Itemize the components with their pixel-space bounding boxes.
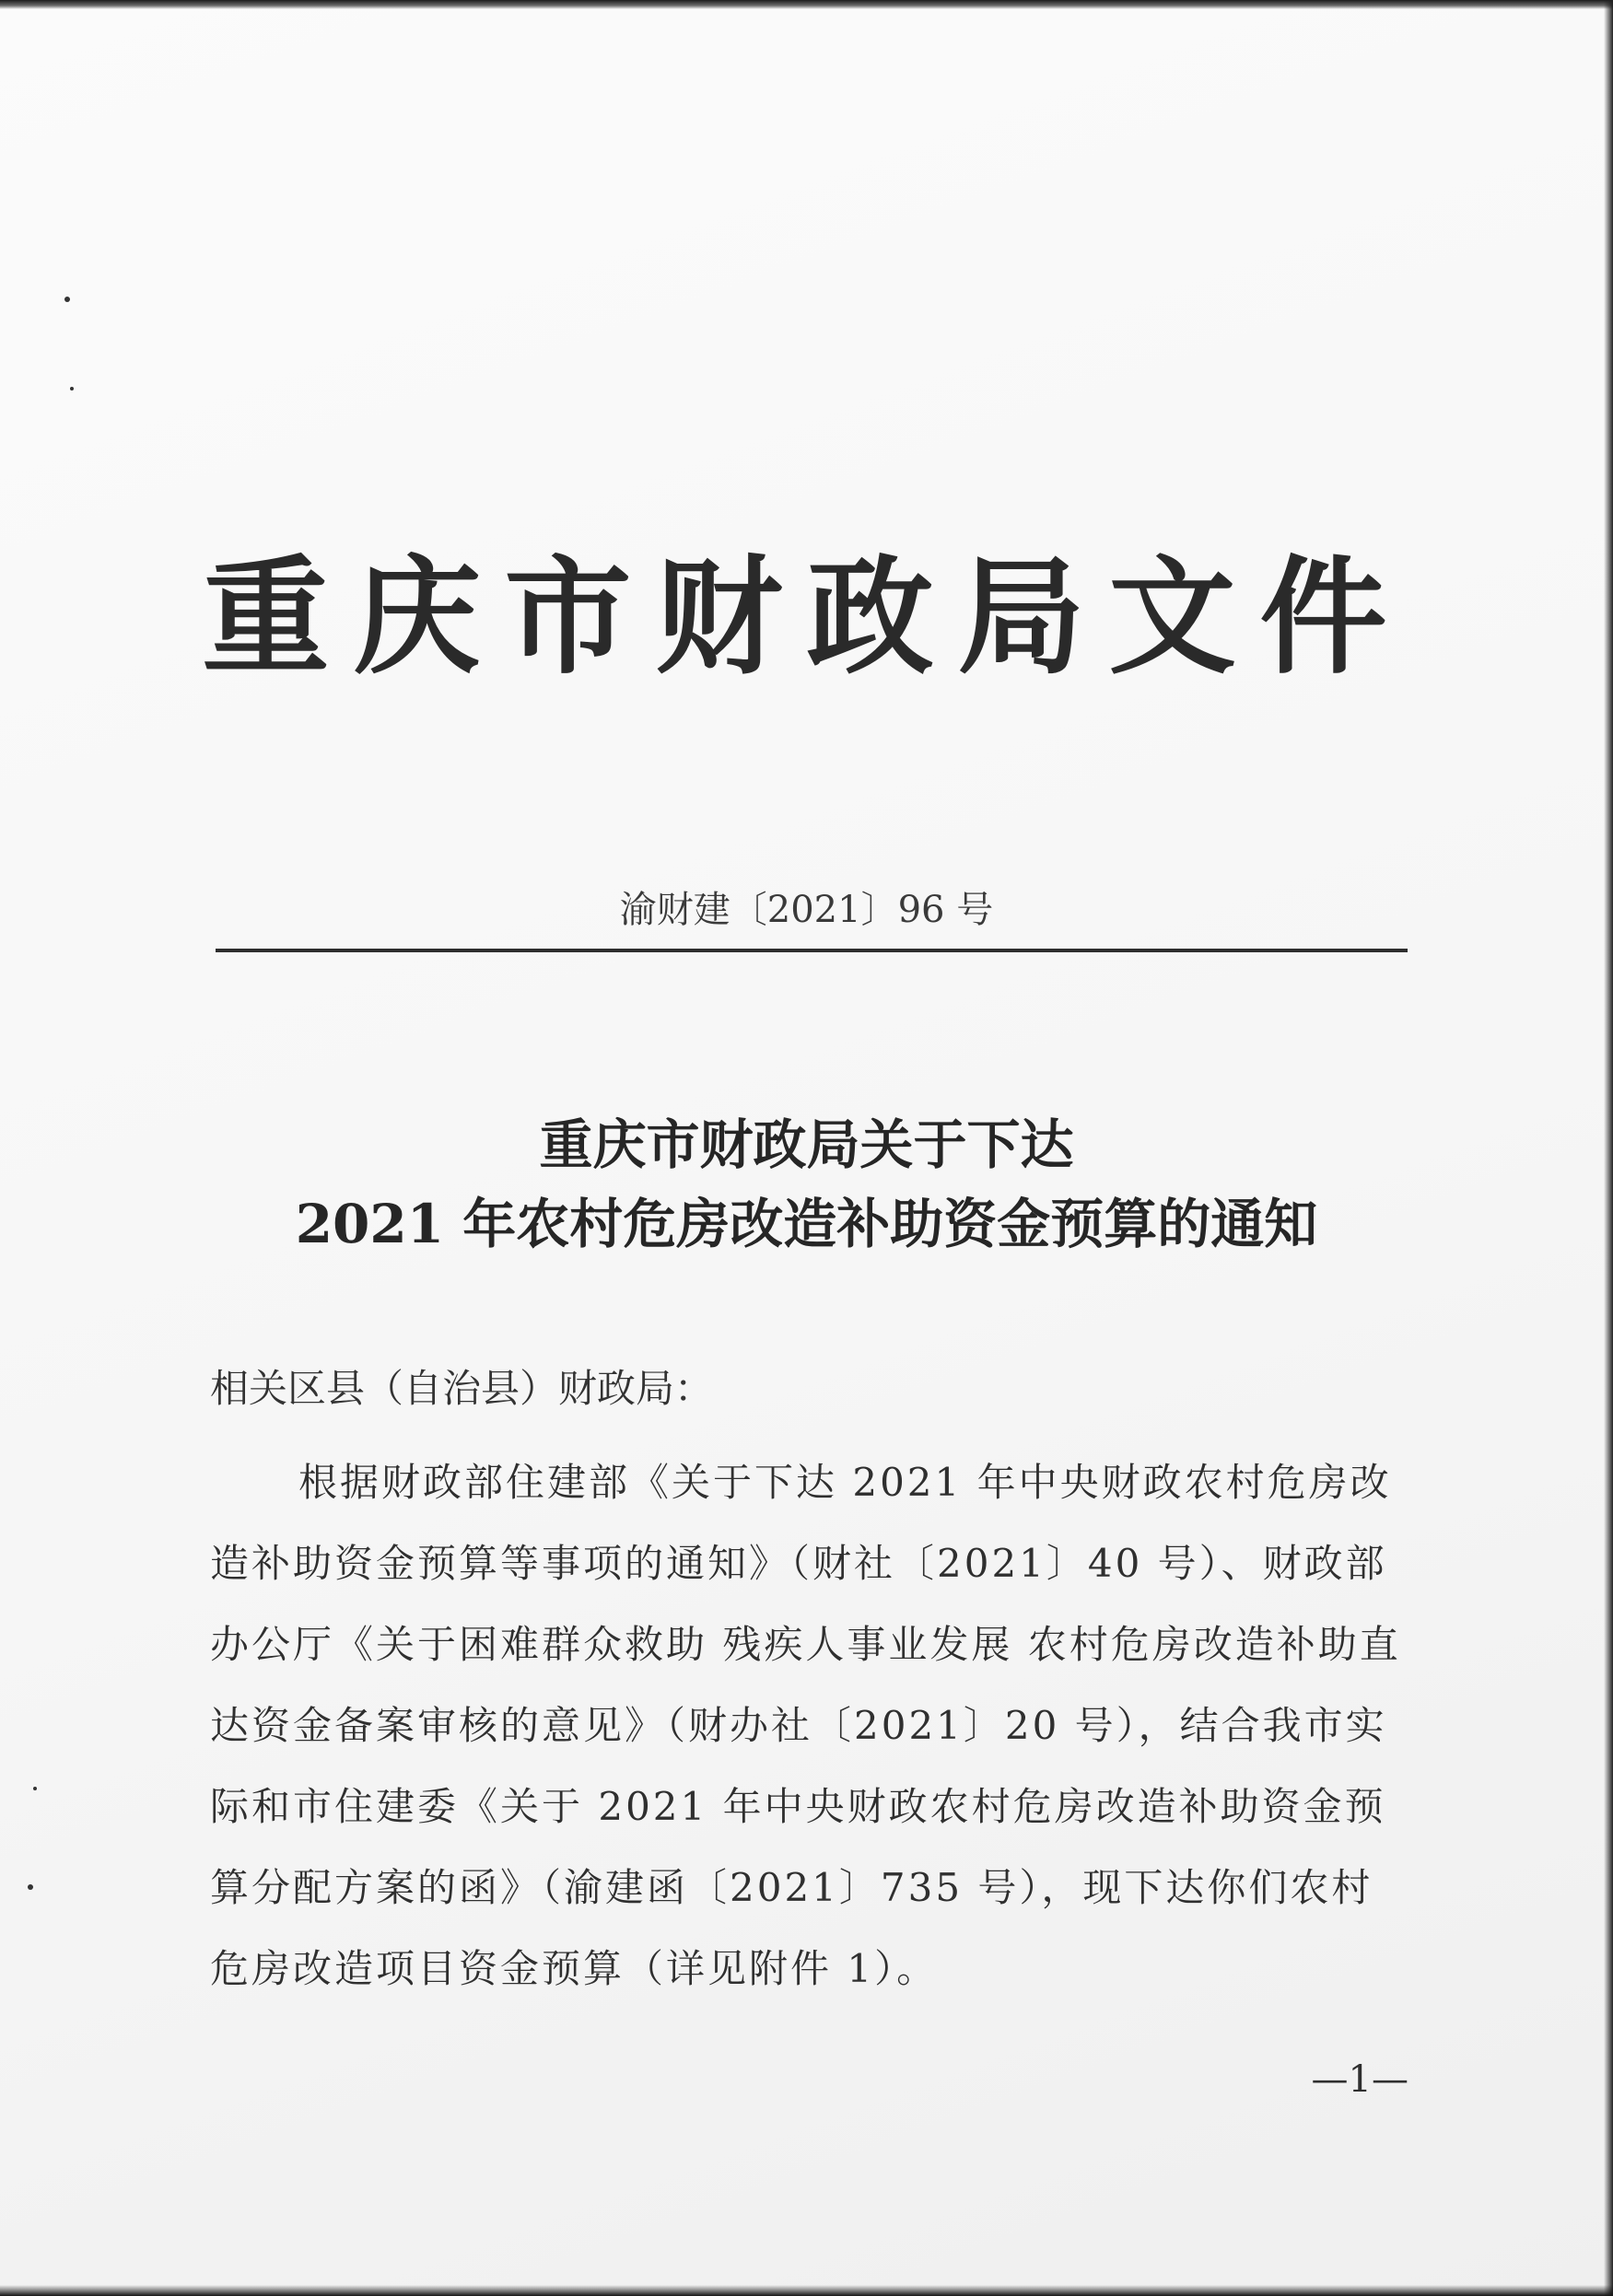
title-line-1: 重庆市财政局关于下达 <box>539 1113 1074 1176</box>
masthead-divider <box>216 949 1408 952</box>
scan-speck <box>64 297 70 302</box>
body-paragraph: 根据财政部住建部《关于下达 2021 年中央财政农村危房改造补助资金预算等事项的通知》（财社〔2021〕40 号）、财政部办公厅《关于困难群众救助 残疾人事业发展 农村危房改造补助直达资金备案审核的意见》（财办社〔2021〕20 号），结合我市实际和市住建委《关于 2021 年中央财政农村危房改造补助资金预算分配方案的函》（渝建函〔2021〕735 号），现下达你们农村危房改造项目资金预算（详见附件 1）。 <box>210 1460 1401 1991</box>
document-title <box>0 1105 1613 1264</box>
document-masthead: 重庆市财政局文件 <box>202 542 1411 692</box>
scan-speck <box>33 1787 37 1790</box>
scan-speck <box>28 1884 33 1890</box>
page-number: —1— <box>1311 2058 1408 2101</box>
scan-top-edge <box>0 0 1613 9</box>
title-line-2: 2021 年农村危房改造补助资金预算的通知 <box>295 1193 1318 1255</box>
body-text <box>210 1442 1408 2010</box>
document-number: 渝财建〔2021〕96 号 <box>619 889 994 931</box>
scan-bottom-edge <box>0 2285 1613 2296</box>
salutation: 相关区县（自治县）财政局： <box>210 1366 714 1411</box>
scan-speck <box>70 387 74 390</box>
